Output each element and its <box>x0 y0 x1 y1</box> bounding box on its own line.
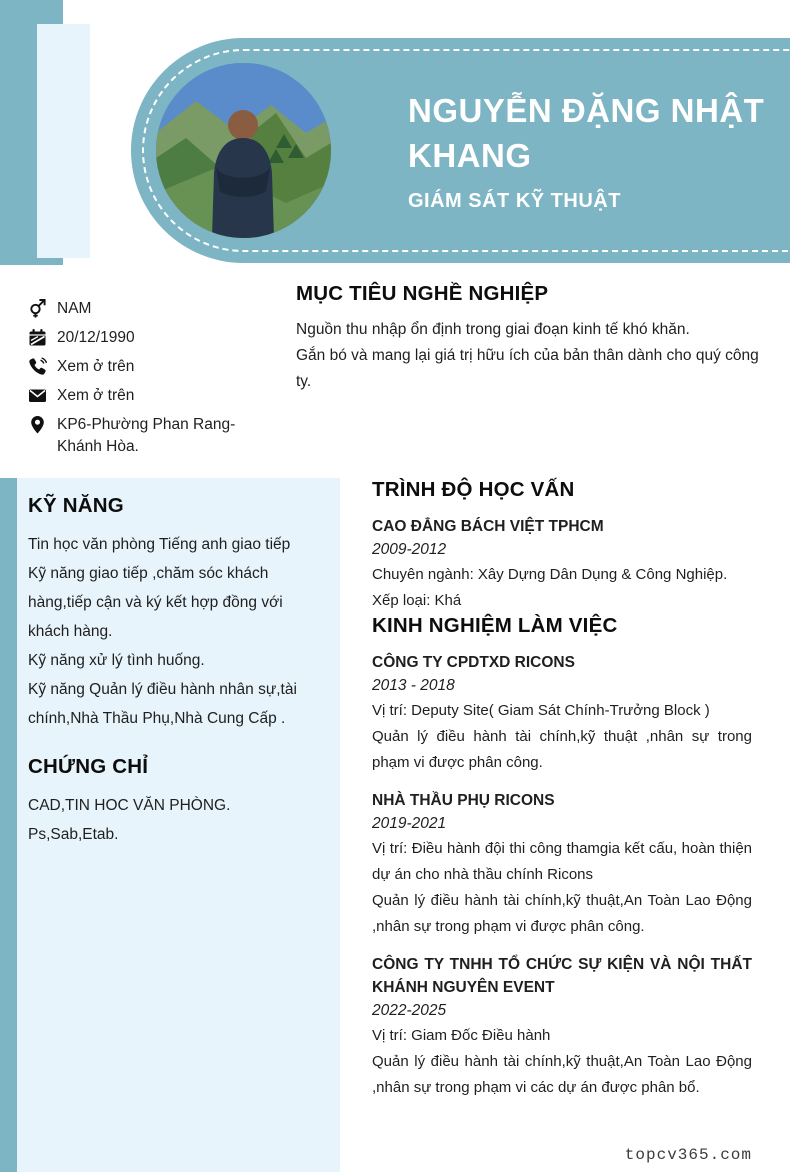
certificates-heading: CHỨNG CHỈ <box>28 755 149 778</box>
job-years: 2019-2021 <box>372 815 447 832</box>
experience-job <box>372 789 752 940</box>
contact-address-value: KP6-Phường Phan Rang-Khánh Hòa. <box>57 416 236 455</box>
calendar-icon <box>28 328 47 347</box>
decor-light-bar <box>37 24 90 258</box>
job-company: CÔNG TY TNHH TỔ CHỨC SỰ KIỆN VÀ NỘI THẤT KHÁNH NGUYÊN EVENT <box>372 956 752 996</box>
contact-gender <box>28 298 263 320</box>
skill-item: Kỹ năng xử lý tình huống. <box>28 652 205 669</box>
experience-job <box>372 953 752 1101</box>
location-icon <box>28 415 47 434</box>
phone-icon <box>28 357 47 376</box>
candidate-name <box>408 88 764 178</box>
objective-line2: Gắn bó và mang lại giá trị hữu ích của bản thân dành cho quý công ty. <box>296 347 759 390</box>
job-description: Quản lý điều hành tài chính,kỹ thuật,An Toàn Lao Động ,nhân sự trong phạm vi các dự án được phân bổ. <box>372 1053 752 1096</box>
candidate-name-line1: NGUYỄN ĐẶNG NHẬT <box>408 92 765 129</box>
certificate-item: Ps,Sab,Etab. <box>28 826 119 843</box>
skills-heading: KỸ NĂNG <box>28 494 124 517</box>
objective-line1: Nguồn thu nhập ổn định trong giai đoạn kinh tế khó khăn. <box>296 321 690 338</box>
skill-item: Tin học văn phòng Tiếng anh giao tiếp <box>28 536 291 553</box>
contact-email <box>28 385 263 407</box>
certificate-item: CAD,TIN HOC VĂN PHÒNG. <box>28 797 231 814</box>
header-banner <box>131 38 790 263</box>
contact-phone-value: Xem ở trên <box>57 358 135 375</box>
contact-gender-value: NAM <box>57 300 92 317</box>
contact-email-value: Xem ở trên <box>57 387 135 404</box>
contact-phone <box>28 356 263 378</box>
skill-item: Kỹ năng giao tiếp ,chăm sóc khách hàng,tiếp cận và ký kết hợp đồng với khách hàng. <box>28 565 283 640</box>
job-position: Vị trí: Giam Đốc Điều hành <box>372 1027 551 1044</box>
experience-job <box>372 651 752 776</box>
candidate-name-line2: KHANG <box>408 137 532 174</box>
left-panel <box>0 478 340 1172</box>
education-grade: Xếp loại: Khá <box>372 592 462 609</box>
job-position: Vị trí: Điều hành đội thi công thamgia kết cấu, hoàn thiện dự án cho nhà thầu chính Ricons <box>372 840 752 883</box>
skill-item: Kỹ năng Quản lý điều hành nhân sự,tài chính,Nhà Thầu Phụ,Nhà Cung Cấp . <box>28 681 297 727</box>
contact-info <box>28 298 263 465</box>
education-years: 2009-2012 <box>372 541 447 558</box>
email-icon <box>28 386 47 405</box>
gender-icon <box>28 299 47 318</box>
candidate-job-title: GIÁM SÁT KỸ THUẬT <box>408 190 621 212</box>
objective-section <box>296 282 761 395</box>
job-description: Quản lý điều hành tài chính,kỹ thuật ,nhân sự trong phạm vi được phân công. <box>372 728 752 771</box>
job-position: Vị trí: Deputy Site( Giam Sát Chính-Trưởng Block ) <box>372 702 710 719</box>
education-heading: TRÌNH ĐỘ HỌC VẤN <box>372 478 575 501</box>
education-entry <box>372 515 752 614</box>
experience-heading: KINH NGHIỆM LÀM VIỆC <box>372 614 618 637</box>
objective-heading: MỤC TIÊU NGHỀ NGHIỆP <box>296 282 549 305</box>
job-company: NHÀ THẦU PHỤ RICONS <box>372 792 555 809</box>
job-years: 2013 - 2018 <box>372 677 455 694</box>
education-school: CAO ĐẲNG BÁCH VIỆT TPHCM <box>372 518 604 535</box>
right-column <box>372 478 752 1114</box>
job-years: 2022-2025 <box>372 1002 447 1019</box>
profile-photo-illustration <box>156 63 331 238</box>
contact-birthdate-value: 20/12/1990 <box>57 329 135 346</box>
profile-photo <box>156 63 331 238</box>
contact-address <box>28 414 263 458</box>
job-description: Quản lý điều hành tài chính,kỹ thuật,An Toàn Lao Động ,nhân sự trong phạm vi được phân công. <box>372 892 752 935</box>
education-major: Chuyên ngành: Xây Dựng Dân Dụng & Công Nghiệp. <box>372 566 728 583</box>
contact-birthdate <box>28 327 263 349</box>
job-company: CÔNG TY CPDTXD RICONS <box>372 654 575 671</box>
watermark-text: topcv365.com <box>624 1146 752 1164</box>
